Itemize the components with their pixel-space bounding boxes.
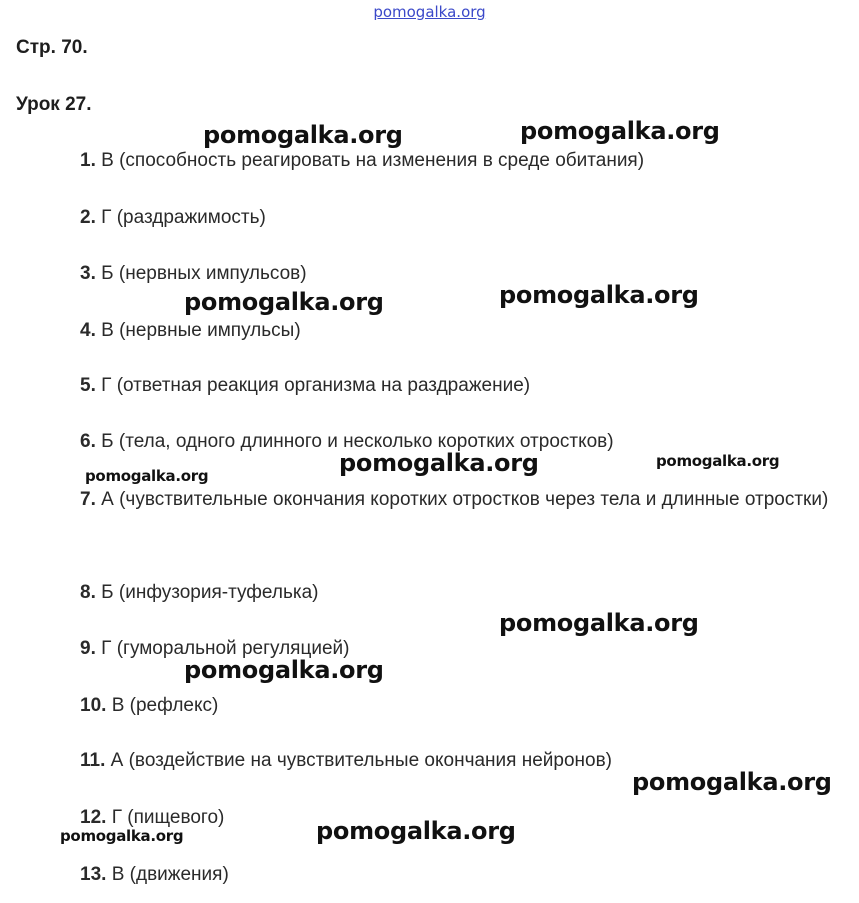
answer-text: В (способность реагировать на изменения в среде обитания) (95, 150, 645, 171)
answer-item-8 (80, 574, 318, 612)
watermark: pomogalka.org (203, 121, 403, 149)
answer-number: 2. (80, 207, 96, 228)
watermark: pomogalka.org (60, 827, 184, 845)
answer-text: Б (инфузория-туфелька) (95, 582, 319, 603)
answer-text: А (воздействие на чувствительные окончания нейронов) (105, 750, 612, 771)
watermark: pomogalka.org (499, 609, 699, 637)
site-link[interactable]: pomogalka.org (373, 3, 486, 21)
answer-text: В (нервные импульсы) (95, 320, 301, 341)
answer-item-5 (80, 367, 530, 405)
answer-item-7 (80, 481, 855, 519)
answer-number: 7. (80, 489, 96, 510)
watermark: pomogalka.org (339, 449, 539, 477)
page-number-heading: Стр. 70. (16, 37, 88, 58)
answer-number: 1. (80, 150, 96, 171)
watermark: pomogalka.org (184, 288, 384, 316)
watermark: pomogalka.org (184, 656, 384, 684)
answer-text: В (рефлекс) (106, 695, 219, 716)
watermark: pomogalka.org (632, 768, 832, 796)
answer-number: 4. (80, 320, 96, 341)
answer-text: В (движения) (106, 864, 229, 885)
answer-number: 10. (80, 695, 107, 716)
watermark: pomogalka.org (499, 281, 699, 309)
answer-number: 6. (80, 431, 96, 452)
answer-number: 8. (80, 582, 96, 603)
watermark: pomogalka.org (316, 817, 516, 845)
answer-text: Б (нервных импульсов) (95, 263, 307, 284)
answer-item-4 (80, 312, 301, 350)
answer-text: Г (пищевого) (106, 807, 225, 828)
answer-number: 9. (80, 638, 96, 659)
answer-text: Б (тела, одного длинного и несколько коротких отростков) (95, 431, 614, 452)
watermark: pomogalka.org (520, 117, 720, 145)
watermark: pomogalka.org (85, 467, 209, 485)
answer-text: Г (гуморальной регуляцией) (95, 638, 350, 659)
answer-item-2 (80, 199, 266, 237)
watermark: pomogalka.org (656, 452, 780, 470)
answer-number: 11. (80, 750, 106, 771)
answer-text: Г (раздражимость) (95, 207, 266, 228)
answer-number: 12. (80, 807, 107, 828)
answer-text: А (чувствительные окончания коротких отростков через тела и длинные отростки) (95, 489, 829, 510)
answer-number: 5. (80, 375, 96, 396)
answer-item-13 (80, 856, 229, 894)
lesson-heading: Урок 27. (16, 94, 92, 115)
answer-item-10 (80, 687, 218, 725)
answer-number: 3. (80, 263, 96, 284)
answer-item-11 (80, 742, 612, 780)
answer-text: Г (ответная реакция организма на раздражение) (95, 375, 531, 396)
answer-number: 13. (80, 864, 107, 885)
